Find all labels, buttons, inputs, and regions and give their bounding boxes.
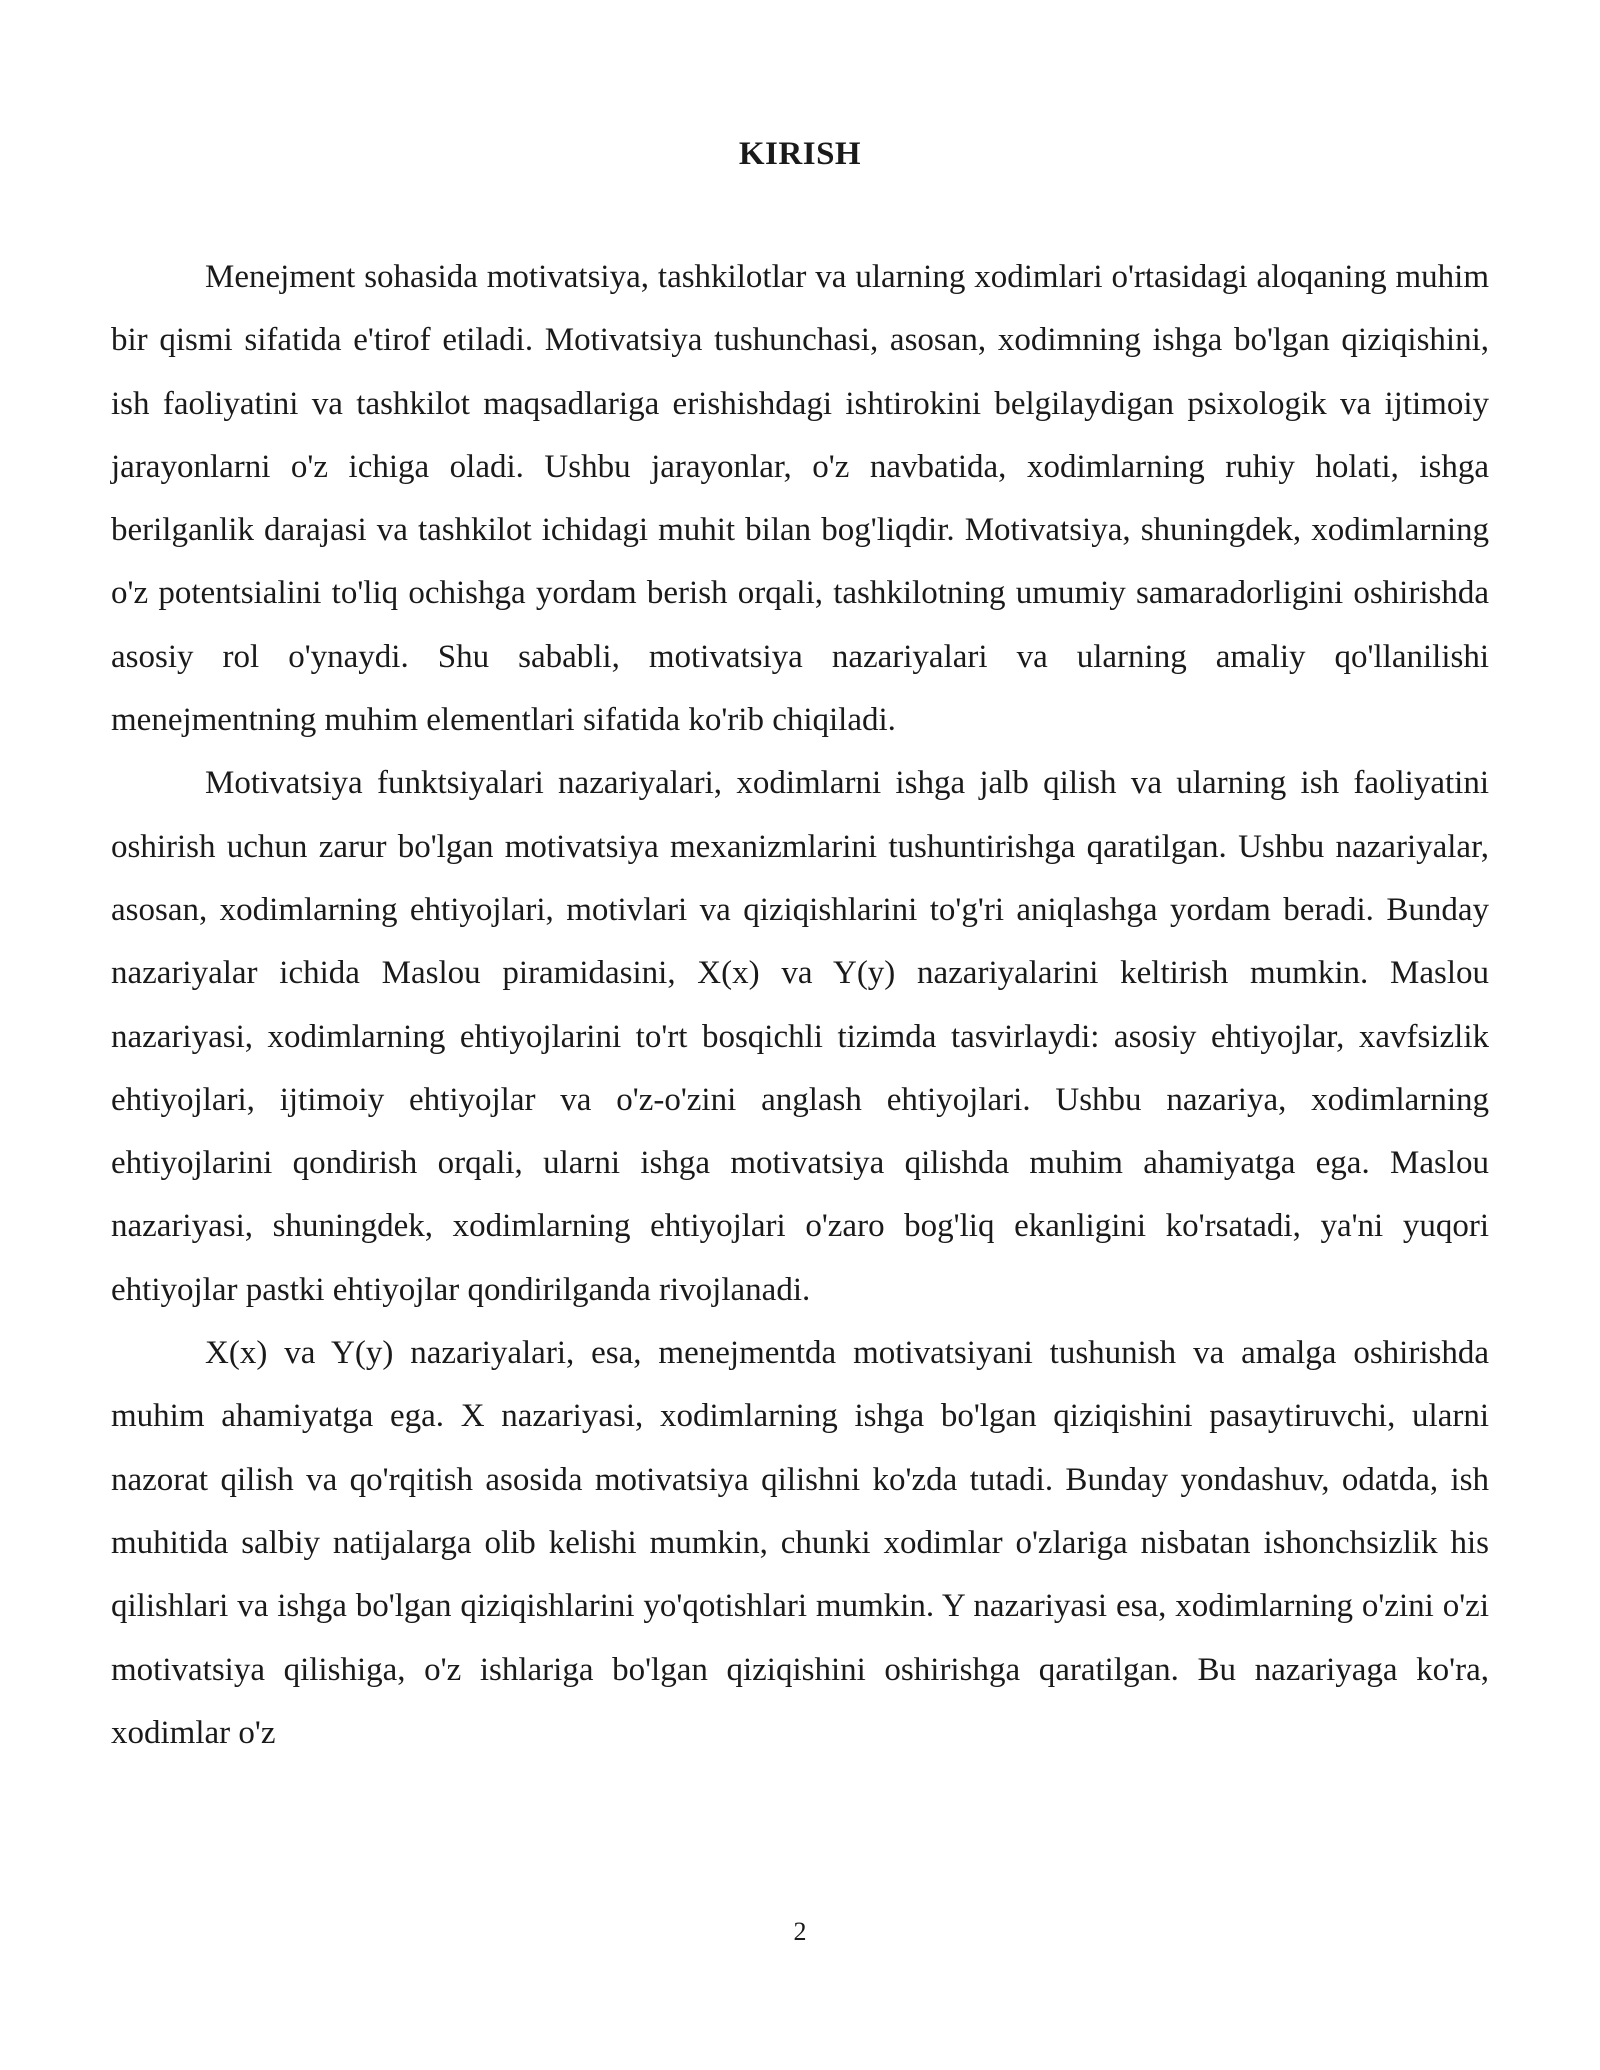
- page-title: KIRISH: [738, 136, 862, 173]
- paragraph-2: Motivatsiya funktsiyalari nazariyalari, xodimlarni ishga jalb qilish va ularning ish faoliyatini oshirish uchun zarur bo'lgan motivatsiya mexanizmlarini tushuntirishga qaratilgan. Ushbu nazariyalar, asosan, xodimlarning ehtiyojlari, motivlari va qiziqishlarini to'g'ri aniqlashga yordam beradi. Bunday nazariyalar ichida Maslou piramidasini, X(x) va Y(y) nazariyalarini keltirish mumkin. Maslou nazariyasi, xodimlarning ehtiyojlarini to'rt bosqichli tizimda tasvirlaydi: asosiy ehtiyojlar, xavfsizlik ehtiyojlari, ijtimoiy ehtiyojlar va o'z-o'zini anglash ehtiyojlari. Ushbu nazariya, xodimlarning ehtiyojlarini qondirish orqali, ularni ishga motivatsiya qilishda muhim ahamiyatga ega. Maslou nazariyasi, shuningdek, xodimlarning ehtiyojlari o'zaro bog'liq ekanligini ko'rsatadi, ya'ni yuqori ehtiyojlar pastki ehtiyojlar qondirilganda rivojlanadi.: [111, 765, 1489, 1308]
- paragraph-3: X(x) va Y(y) nazariyalari, esa, menejmentda motivatsiyani tushunish va amalga oshirishda muhim ahamiyatga ega. X nazariyasi, xodimlarning ishga bo'lgan qiziqishini pasaytiruvchi, ularni nazorat qilish va qo'rqitish asosida motivatsiya qilishni ko'zda tutadi. Bunday yondashuv, odatda, ish muhitida salbiy natijalarga olib kelishi mumkin, chunki xodimlar o'zlariga nisbatan ishonchsizlik his qilishlari va ishga bo'lgan qiziqishlarini yo'qotishlari mumkin. Y nazariyasi esa, xodimlarning o'zini o'zi motivatsiya qilishiga, o'z ishlariga bo'lgan qiziqishini oshirishga qaratilgan. Bu nazariyaga ko'ra, xodimlar o'z: [111, 1335, 1489, 1751]
- paragraph-1: Menejment sohasida motivatsiya, tashkilotlar va ularning xodimlari o'rtasidagi aloqaning muhim bir qismi sifatida e'tirof etiladi. Motivatsiya tushunchasi, asosan, xodimning ishga bo'lgan qiziqishini, ish faoliyatini va tashkilot maqsadlariga erishishdagi ishtirokini belgilaydigan psixologik va ijtimoiy jarayonlarni o'z ichiga oladi. Ushbu jarayonlar, o'z navbatida, xodimlarning ruhiy holati, ishga berilganlik darajasi va tashkilot ichidagi muhit bilan bog'liqdir. Motivatsiya, shuningdek, xodimlarning o'z potentsialini to'liq ochishga yordam berish orqali, tashkilotning umumiy samaradorligini oshirishda asosiy rol o'ynaydi. Shu sababli, motivatsiya nazariyalari va ularning amaliy qo'llanilishi menejmentning muhim elementlari sifatida ko'rib chiqiladi.: [111, 259, 1489, 739]
- body-text: [111, 246, 1489, 1765]
- page-number: 2: [793, 1917, 807, 1946]
